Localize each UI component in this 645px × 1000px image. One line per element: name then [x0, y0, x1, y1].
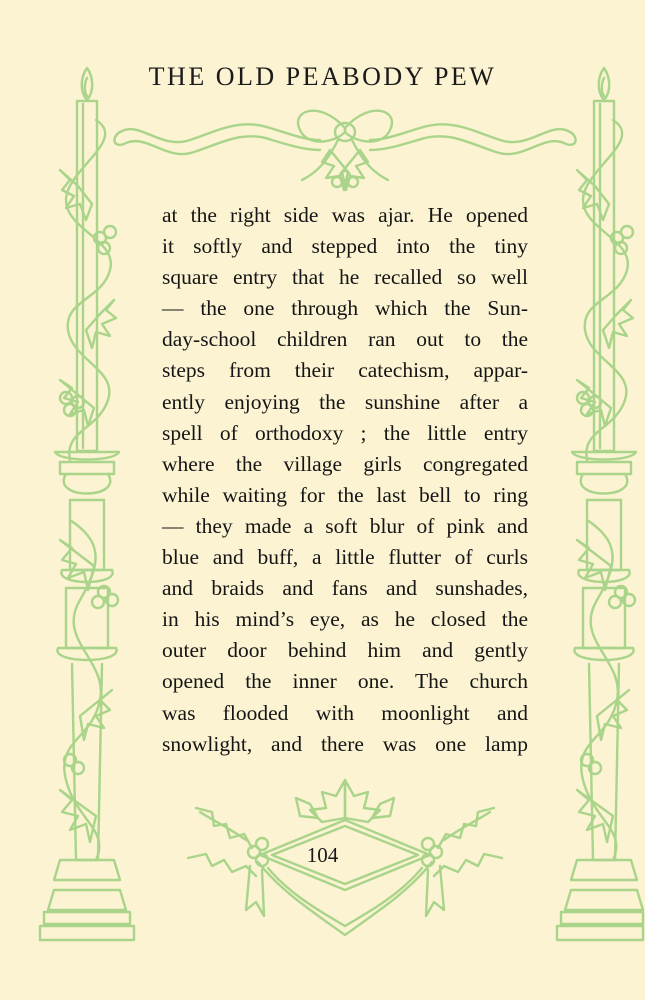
text-line: while waiting for the last bell to ring [162, 482, 528, 507]
left-candlestick-icon [40, 68, 134, 940]
ribbon-bow-icon [114, 111, 575, 190]
text-line: — the one through which the Sun- [162, 296, 528, 321]
text-line: it softly and stepped into the tiny [162, 234, 528, 259]
text-line: at the right side was ajar. He opened [162, 203, 528, 227]
text-line: — they made a soft blur of pink and [162, 513, 528, 538]
running-head: THE OLD PEABODY PEW [148, 62, 497, 91]
text-line: day-school children ran out to the [162, 327, 528, 352]
page-number: 104 [306, 843, 339, 867]
text-line: in his mind’s eye, as he closed the [162, 607, 528, 632]
text-line: outer door behind him and gently [162, 638, 528, 663]
text-line: blue and buff, a little flutter of curls [162, 545, 528, 570]
text-line: snowlight, and there was one lamp [162, 731, 528, 756]
text-line: where the village girls congregated [162, 451, 528, 476]
right-candlestick-icon [557, 68, 643, 940]
text-line: spell of orthodoxy ; the little entry [162, 420, 528, 445]
text-line: and braids and fans and sunshades, [162, 576, 528, 601]
text-line: square entry that he recalled so well [162, 265, 528, 290]
text-line: steps from their catechism, appar- [162, 358, 528, 383]
body-text [162, 200, 528, 760]
text-line: opened the inner one. The church [162, 669, 528, 694]
text-line: was flooded with moonlight and [162, 700, 528, 725]
text-line: ently enjoying the sunshine after a [162, 389, 528, 414]
